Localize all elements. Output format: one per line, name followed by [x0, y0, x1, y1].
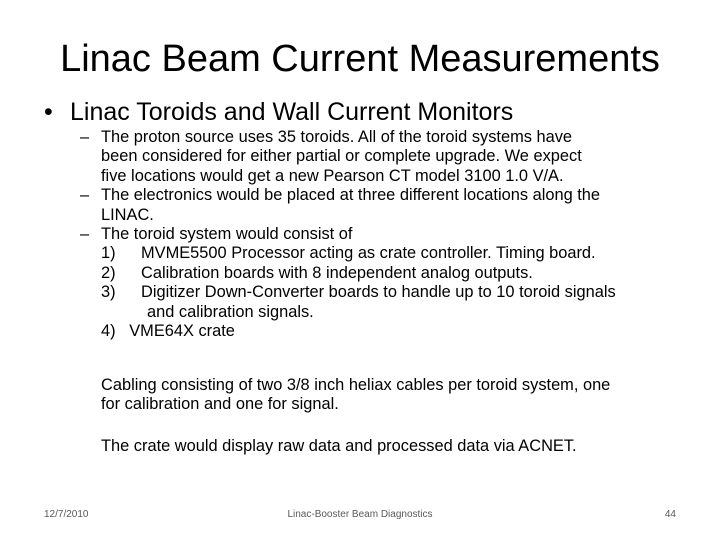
dash-marker: –	[80, 128, 90, 146]
dash-marker: –	[80, 186, 90, 205]
slide-title: Linac Beam Current Measurements	[60, 38, 660, 80]
item-number: 2)	[101, 263, 116, 282]
numbered-item-4: 4) VME64X crate	[101, 322, 235, 340]
cabling-paragraph-line: for calibration and one for signal.	[101, 395, 339, 414]
sub-bullet-1-line: The proton source uses 35 toroids. All of the toroid systems have	[101, 128, 573, 146]
cabling-paragraph-line: Cabling consisting of two 3/8 inch heliax cables per toroid system, one	[101, 376, 611, 394]
sub-bullet-1-line: five locations would get a new Pearson CT model 3100 1.0 V/A.	[101, 166, 564, 185]
numbered-item-continuation: and calibration signals.	[147, 302, 314, 321]
sub-bullet-3-line: The toroid system would consist of	[101, 225, 353, 243]
footer-date: 12/7/2010	[44, 509, 89, 520]
acnet-paragraph: The crate would display raw data and processed data via ACNET.	[101, 437, 577, 455]
sub-bullet-2-line: The electronics would be placed at three different locations along the	[101, 186, 601, 205]
item-number: 3)	[101, 283, 116, 302]
sub-bullet-1-line: been considered for either partial or complete upgrade. We expect	[101, 147, 582, 166]
bullet-marker: •	[44, 98, 53, 126]
page-number: 44	[664, 509, 676, 520]
item-number: 1)	[101, 244, 116, 263]
bullet-level1	[44, 97, 513, 127]
numbered-item: Digitizer Down-Converter boards to handle up to 10 toroid signals	[141, 283, 616, 302]
footer-title: Linac-Booster Beam Diagnostics	[287, 509, 433, 520]
numbered-item: MVME5500 Processor acting as crate controller. Timing board.	[141, 244, 596, 263]
sub-bullet-2-line: LINAC.	[101, 205, 154, 224]
numbered-item: Calibration boards with 8 independent analog outputs.	[141, 263, 533, 282]
bullet-level1-text: Linac Toroids and Wall Current Monitors	[70, 98, 514, 126]
dash-marker: –	[80, 225, 90, 243]
